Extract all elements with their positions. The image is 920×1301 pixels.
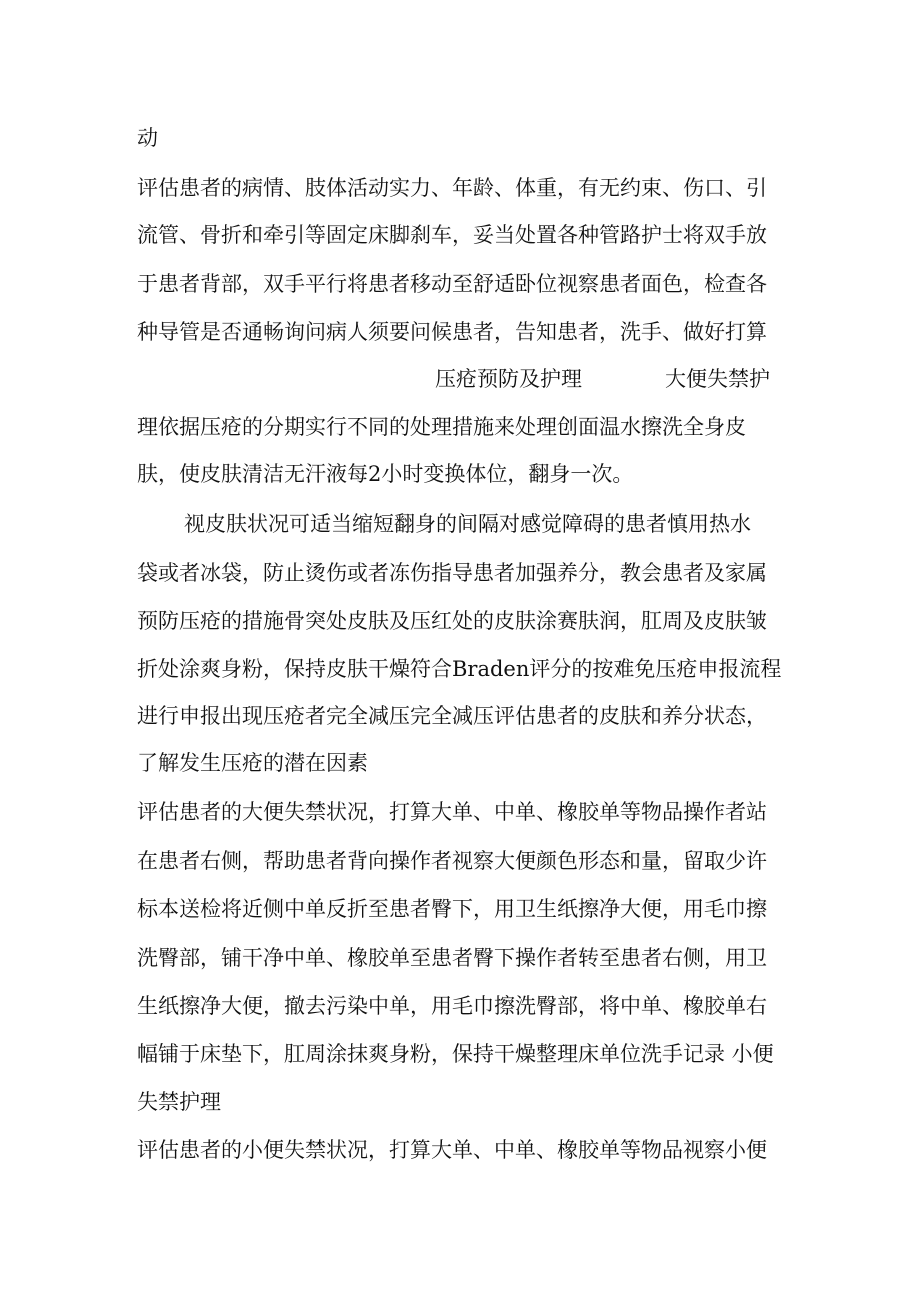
text-line: 在患者右侧，帮助患者背向操作者视察大便颜色形态和量，留取少许 [137, 849, 767, 873]
text-line: 于患者背部，双手平行将患者移动至舒适卧位视察患者面色，检查各 [137, 272, 767, 296]
paragraph-first-line: 视皮肤状况可适当缩短翻身的间隔对感觉障碍的患者慎用热水 [184, 512, 751, 536]
text-line: 折处涂爽身粉，保持皮肤干燥符合Braden评分的按难免压疮申报流程 [137, 657, 782, 681]
text-line: 理依据压疮的分期实行不同的处理措施来处理创面温水擦洗全身皮 [137, 415, 746, 439]
text-line: 标本送检将近侧中单反折至患者臀下，用卫生纸擦净大便，用毛巾擦 [137, 897, 767, 921]
text-line: 评估患者的病情、肢体活动实力、年龄、体重，有无约束、伤口、引 [137, 176, 767, 200]
text-line: 流管、骨折和牵引等固定床脚刹车，妥当处置各种管路护士将双手放 [137, 223, 767, 247]
text-line: 生纸擦净大便，撤去污染中单，用毛巾擦洗臀部，将中单、橡胶单右 [137, 994, 767, 1018]
text-line: 评估患者的小便失禁状况，打算大单、中单、橡胶单等物品视察小便 [137, 1138, 767, 1162]
text-line: 肤，使皮肤清洁无汗液每2小时变换体位，翻身一次。 [137, 462, 634, 486]
text-line: 预防压疮的措施骨突处皮肤及压红处的皮肤涂赛肤润，肛周及皮肤皱 [137, 609, 767, 633]
text-line: 评估患者的大便失禁状况，打算大单、中单、橡胶单等物品操作者站 [137, 800, 767, 824]
text-line: 洗臀部，铺干净中单、橡胶单至患者臀下操作者转至患者右侧，用卫 [137, 946, 767, 970]
text-line: 了解发生压疮的潜在因素 [137, 751, 368, 775]
text-line: 袋或者冰袋，防止烫伤或者冻伤指导患者加强养分，教会患者及家属 [137, 561, 767, 585]
section-heading-pressure-sore: 压疮预防及护理 [435, 367, 582, 391]
text-line: 失禁护理 [137, 1090, 221, 1114]
text-line: 幅铺于床垫下，肛周涂抹爽身粉，保持干燥整理床单位洗手记录 小便 [137, 1042, 774, 1066]
text-line: 种导管是否通畅询问病人须要问候患者，告知患者，洗手、做好打算 [137, 320, 767, 344]
text-line: 动 [137, 126, 158, 150]
section-heading-fecal-incontinence: 大便失禁护 [665, 367, 770, 391]
text-line: 进行申报出现压疮者完全减压完全减压评估患者的皮肤和养分状态， [137, 704, 767, 728]
